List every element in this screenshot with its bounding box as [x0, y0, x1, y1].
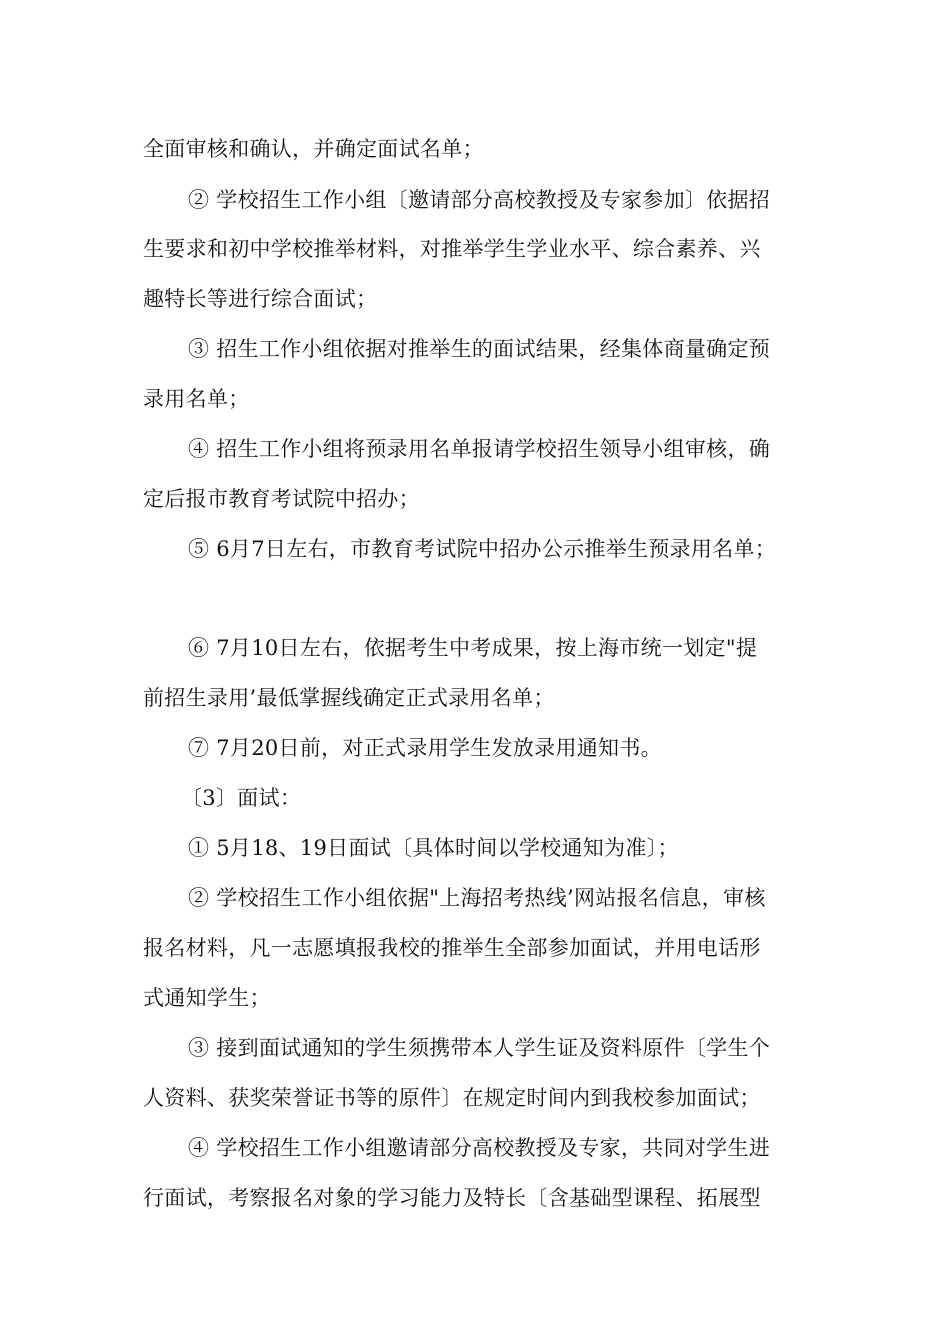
text-line-2: ② 学校招生工作小组〔邀请部分高校教授及专家参加〕依据招	[188, 188, 771, 212]
text-line-19: 人资料、获奖荣誉证书等的原件〕在规定时间内到我校参加面试；	[143, 1086, 761, 1110]
text-line-8: 定后报市教育考试院中招办；	[143, 487, 420, 511]
text-line-14: ① 5月18、19日面试〔具体时间以学校通知为准〕；	[188, 836, 679, 860]
text-line-4: 趣特长等进行综合面试；	[143, 287, 378, 311]
text-line-1: 全面审核和确认，并确定面试名单；	[143, 137, 484, 161]
text-line-3: 生要求和初中学校推举材料，对推举学生学业水平、综合素养、兴	[143, 237, 761, 261]
text-line-5: ③ 招生工作小组依据对推举生的面试结果，经集体商量确定预	[188, 337, 771, 361]
text-line-6: 录用名单；	[143, 387, 250, 411]
text-line-20: ④ 学校招生工作小组邀请部分高校教授及专家，共同对学生进	[188, 1136, 771, 1160]
text-line-7: ④ 招生工作小组将预录用名单报请学校招生领导小组审核，确	[188, 437, 771, 461]
text-line-18: ③ 接到面试通知的学生须携带本人学生证及资料原件〔学生个	[188, 1036, 771, 1060]
text-line-9: ⑤ 6月7日左右，市教育考试院中招办公示推举生预录用名单；	[188, 537, 777, 561]
text-line-15: ② 学校招生工作小组依据"上海招考热线’网站报名信息，审核	[188, 886, 766, 910]
section-heading-interview: 〔3〕面试：	[181, 786, 302, 810]
text-line-21: 行面试，考察报名对象的学习能力及特长〔含基础型课程、拓展型	[143, 1186, 761, 1210]
text-line-12: ⑦ 7月20日前，对正式录用学生发放录用通知书。	[188, 736, 662, 760]
text-line-11: 前招生录用’最低掌握线确定正式录用名单；	[143, 686, 555, 710]
text-line-16: 报名材料，凡一志愿填报我校的推举生全部参加面试，并用电话形	[143, 936, 761, 960]
text-line-17: 式通知学生；	[143, 986, 271, 1010]
text-line-10: ⑥ 7月10日左右，依据考生中考成果，按上海市统一划定"提	[188, 636, 758, 660]
